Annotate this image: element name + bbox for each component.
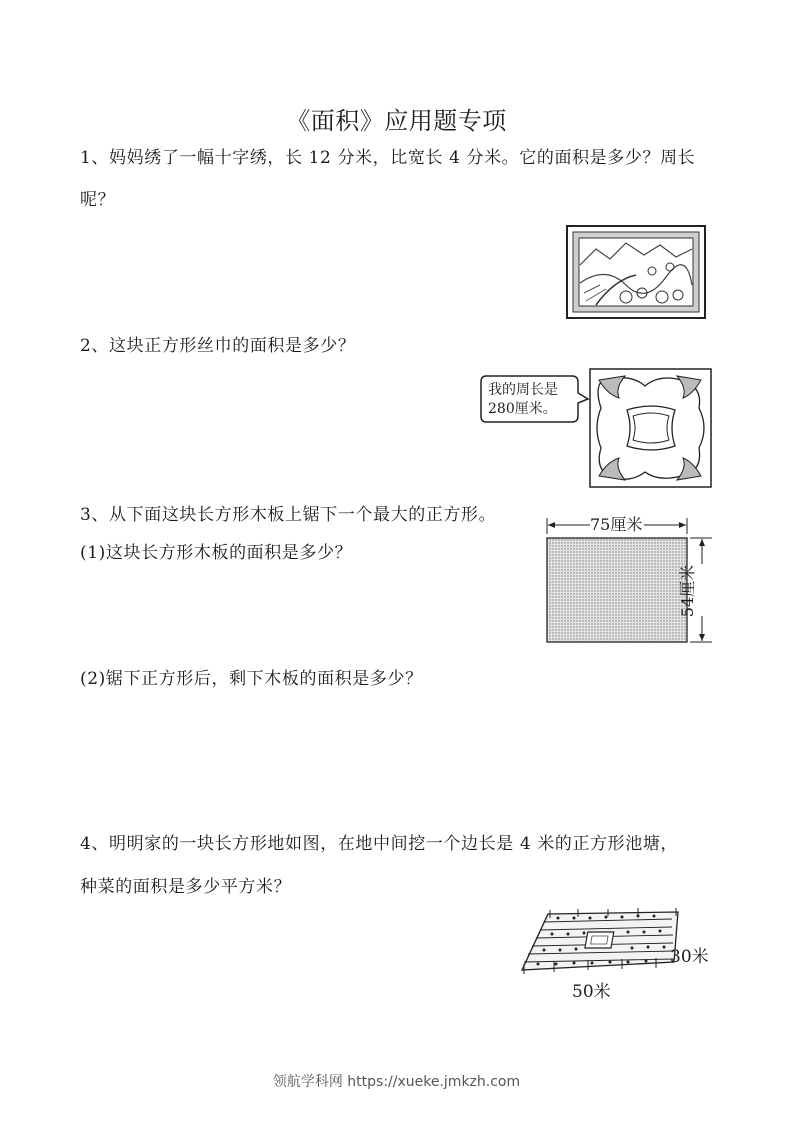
question-3-text: 3、从下面这块长方形木板上锯下一个最大的正方形。 bbox=[80, 505, 497, 525]
bubble-line-1: 我的周长是 bbox=[488, 382, 558, 398]
question-3-sub-2: (2)锯下正方形后，剩下木板的面积是多少？ bbox=[80, 669, 423, 689]
speech-bubble bbox=[480, 375, 580, 423]
field-width-label: 50米 bbox=[572, 982, 611, 1002]
question-1-line-1: 1、妈妈绣了一幅十字绣，长 12 分米，比宽长 4 分米。它的面积是多少？周长 bbox=[80, 148, 696, 168]
board-width-label: 75厘米 bbox=[590, 515, 643, 534]
footer-watermark: 领航学科网 https://xueke.jmkzh.com bbox=[272, 1074, 521, 1090]
field-depth-label: 30米 bbox=[670, 947, 709, 967]
question-4-line-2: 种菜的面积是多少平方米？ bbox=[80, 877, 292, 897]
page-title: 《面积》应用题专项 bbox=[286, 107, 507, 135]
question-2-text: 2、这块正方形丝巾的面积是多少？ bbox=[80, 336, 356, 356]
cross-stitch-picture bbox=[566, 225, 706, 319]
question-4-line-1: 4、明明家的一块长方形地如图，在地中间挖一个边长是 4 米的正方形池塘， bbox=[80, 834, 679, 854]
vegetable-field-picture bbox=[518, 908, 688, 976]
bubble-line-2: 280厘米。 bbox=[488, 401, 557, 417]
square-scarf-picture bbox=[589, 368, 712, 488]
question-3-sub-1: (1)这块长方形木板的面积是多少？ bbox=[80, 543, 353, 563]
question-1-line-2: 呢？ bbox=[80, 190, 116, 210]
board-height-label: 54厘米 bbox=[678, 564, 698, 618]
